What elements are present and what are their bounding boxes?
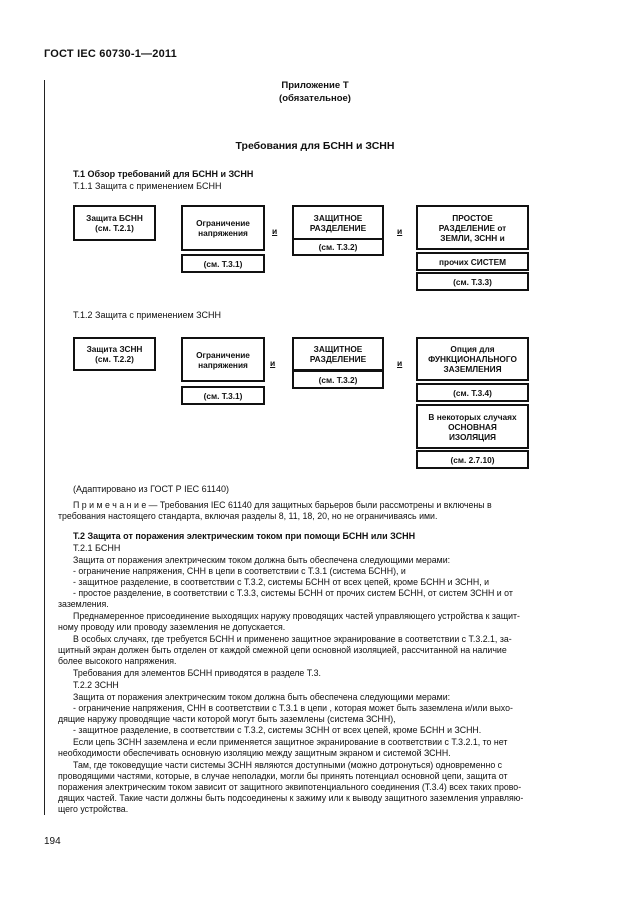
and-connector: и (270, 358, 276, 368)
and-connector: и (397, 358, 403, 368)
margin-rule (44, 80, 45, 815)
body-line: Т.2.2 ЗСНН (73, 680, 119, 690)
body-line: Если цепь ЗСНН заземлена и если применяется защитное экранирование в соответствии с Т.3.2.1, то нет (73, 737, 508, 747)
body-line: - простое разделение, в соответствии с Т.3.3, системы БСНН от прочих систем БСНН, от систем ЗСНН и от (73, 588, 513, 598)
body-line: заземления. (58, 599, 109, 609)
document-header: ГОСТ IEC 60730-1—2011 (44, 48, 177, 60)
body-line: Требования для элементов БСНН приводятся в разделе Т.3. (73, 668, 321, 678)
and-connector: и (397, 226, 403, 236)
body-line: ному проводу или проводу заземления не допускается. (58, 622, 286, 632)
box-functional-earthing-ref: (см. Т.3.4) (416, 383, 529, 402)
body-line: Там, где токоведущие части системы ЗСНН являются доступными (можно дотронуться) одновременно с (73, 760, 503, 770)
note-line: требования настоящего стандарта, включая разделы 8, 11, 18, 20, но не ограничиваясь ими. (58, 511, 438, 521)
body-line: более высокого напряжения. (58, 656, 177, 666)
box-basic-insulation: В некоторых случаях ОСНОВНАЯ ИЗОЛЯЦИЯ (416, 404, 529, 449)
body-line: дящих частей. Такие части должны быть подсоединены к зажиму или к выводу защитного заземления управляю- (58, 793, 524, 803)
body-line: - ограничение напряжения, СНН в цепи в соответствии с Т.3.1 (система БСНН), и (73, 566, 406, 576)
body-line: поражения электрическим током зависит от защитного эквипотенциального соединения (Т.3.4) всех таких прово- (58, 782, 522, 792)
appendix-title: Приложение Т (281, 80, 349, 91)
box-voltage-limit-ref: (см. Т.3.1) (181, 254, 265, 273)
box-protective-separation-ref: (см. Т.3.2) (292, 370, 384, 389)
body-line: дящие наружу проводящие части которой могут быть заземлены (система ЗСНН), (58, 714, 396, 724)
section-t1-heading: Т.1 Обзор требований для БСНН и ЗСНН (73, 169, 254, 179)
body-line: необходимости обеспечивать основную изоляцию между защитным экраном и системой ЗСНН. (58, 748, 451, 758)
section-t2-heading: Т.2 Защита от поражения электрическим током при помощи БСНН или ЗСНН (73, 531, 416, 541)
box-functional-earthing: Опция для ФУНКЦИОНАЛЬНОГО ЗАЗЕМЛЕНИЯ (416, 337, 529, 381)
body-line: - защитное разделение, в соответствии с Т.3.2, системы ЗСНН от всех цепей, кроме БСНН и ЗСНН. (73, 725, 482, 735)
box-protective-separation-ref: (см. Т.3.2) (292, 238, 384, 256)
appendix-subtitle: (обязательное) (279, 93, 351, 104)
box-simple-separation: ПРОСТОЕ РАЗДЕЛЕНИЕ от ЗЕМЛИ, ЗСНН и (416, 205, 529, 250)
body-line: Преднамеренное присоединение выходящих наружу проводящих частей управляющего устройства к защит- (73, 611, 520, 621)
body-line: В особых случаях, где требуется БСНН и применено защитное экранирование в соответствии с Т.3.2.1, за- (73, 634, 512, 644)
box-basic-insulation-ref: (см. 2.7.10) (416, 450, 529, 469)
section-t1-1: Т.1.1 Защита с применением БСНН (73, 181, 222, 191)
main-title: Требования для БСНН и ЗСНН (235, 140, 395, 152)
body-line: - защитное разделение, в соответствии с Т.3.2, системы БСНН от всех цепей, кроме БСНН и ЗСНН, и (73, 577, 490, 587)
body-line: щего устройства. (58, 804, 129, 814)
page-number: 194 (44, 836, 61, 847)
box-voltage-limit: Ограничение напряжения (181, 205, 265, 251)
box-voltage-limit-ref: (см. Т.3.1) (181, 386, 265, 405)
body-line: Защита от поражения электрическим током должна быть обеспечена следующими мерами: (73, 555, 451, 565)
and-connector: и (272, 226, 278, 236)
box-protective-separation: ЗАЩИТНОЕ РАЗДЕЛЕНИЕ (292, 337, 384, 371)
box-pelv-protection: Защита ЗСНН (см. Т.2.2) (73, 337, 156, 371)
box-simple-separation-ref: (см. Т.3.3) (416, 272, 529, 291)
body-line: - ограничение напряжения, СНН в соответствии с Т.3.1 в цепи , которая может быть заземлена и/или выхо- (73, 703, 513, 713)
box-voltage-limit: Ограничение напряжения (181, 337, 265, 382)
section-t1-2: Т.1.2 Защита с применением ЗСНН (73, 310, 222, 320)
box-protective-separation: ЗАЩИТНОЕ РАЗДЕЛЕНИЕ (292, 205, 384, 241)
body-line: проводящими частями, которые, в случае неполадки, могли бы принять потенциал основной цепи, защита от (58, 771, 508, 781)
box-other-systems: прочих СИСТЕМ (416, 252, 529, 271)
box-sell-protection: Защита БСНН (см. Т.2.1) (73, 205, 156, 241)
adapted-source: (Адаптировано из ГОСТ Р IEC 61140) (73, 484, 230, 494)
note-line: П р и м е ч а н и е — Требования IEC 61140 для защитных барьеров были рассмотрены и включены в (73, 500, 492, 510)
body-line: щитный экран должен быть отделен от каждой смежной цепи основной изоляцией, рассчитанной на наличие (58, 645, 507, 655)
body-line: Защита от поражения электрическим током должна быть обеспечена следующими мерами: (73, 692, 451, 702)
section-t2-1: Т.2.1 БСНН (73, 543, 121, 553)
